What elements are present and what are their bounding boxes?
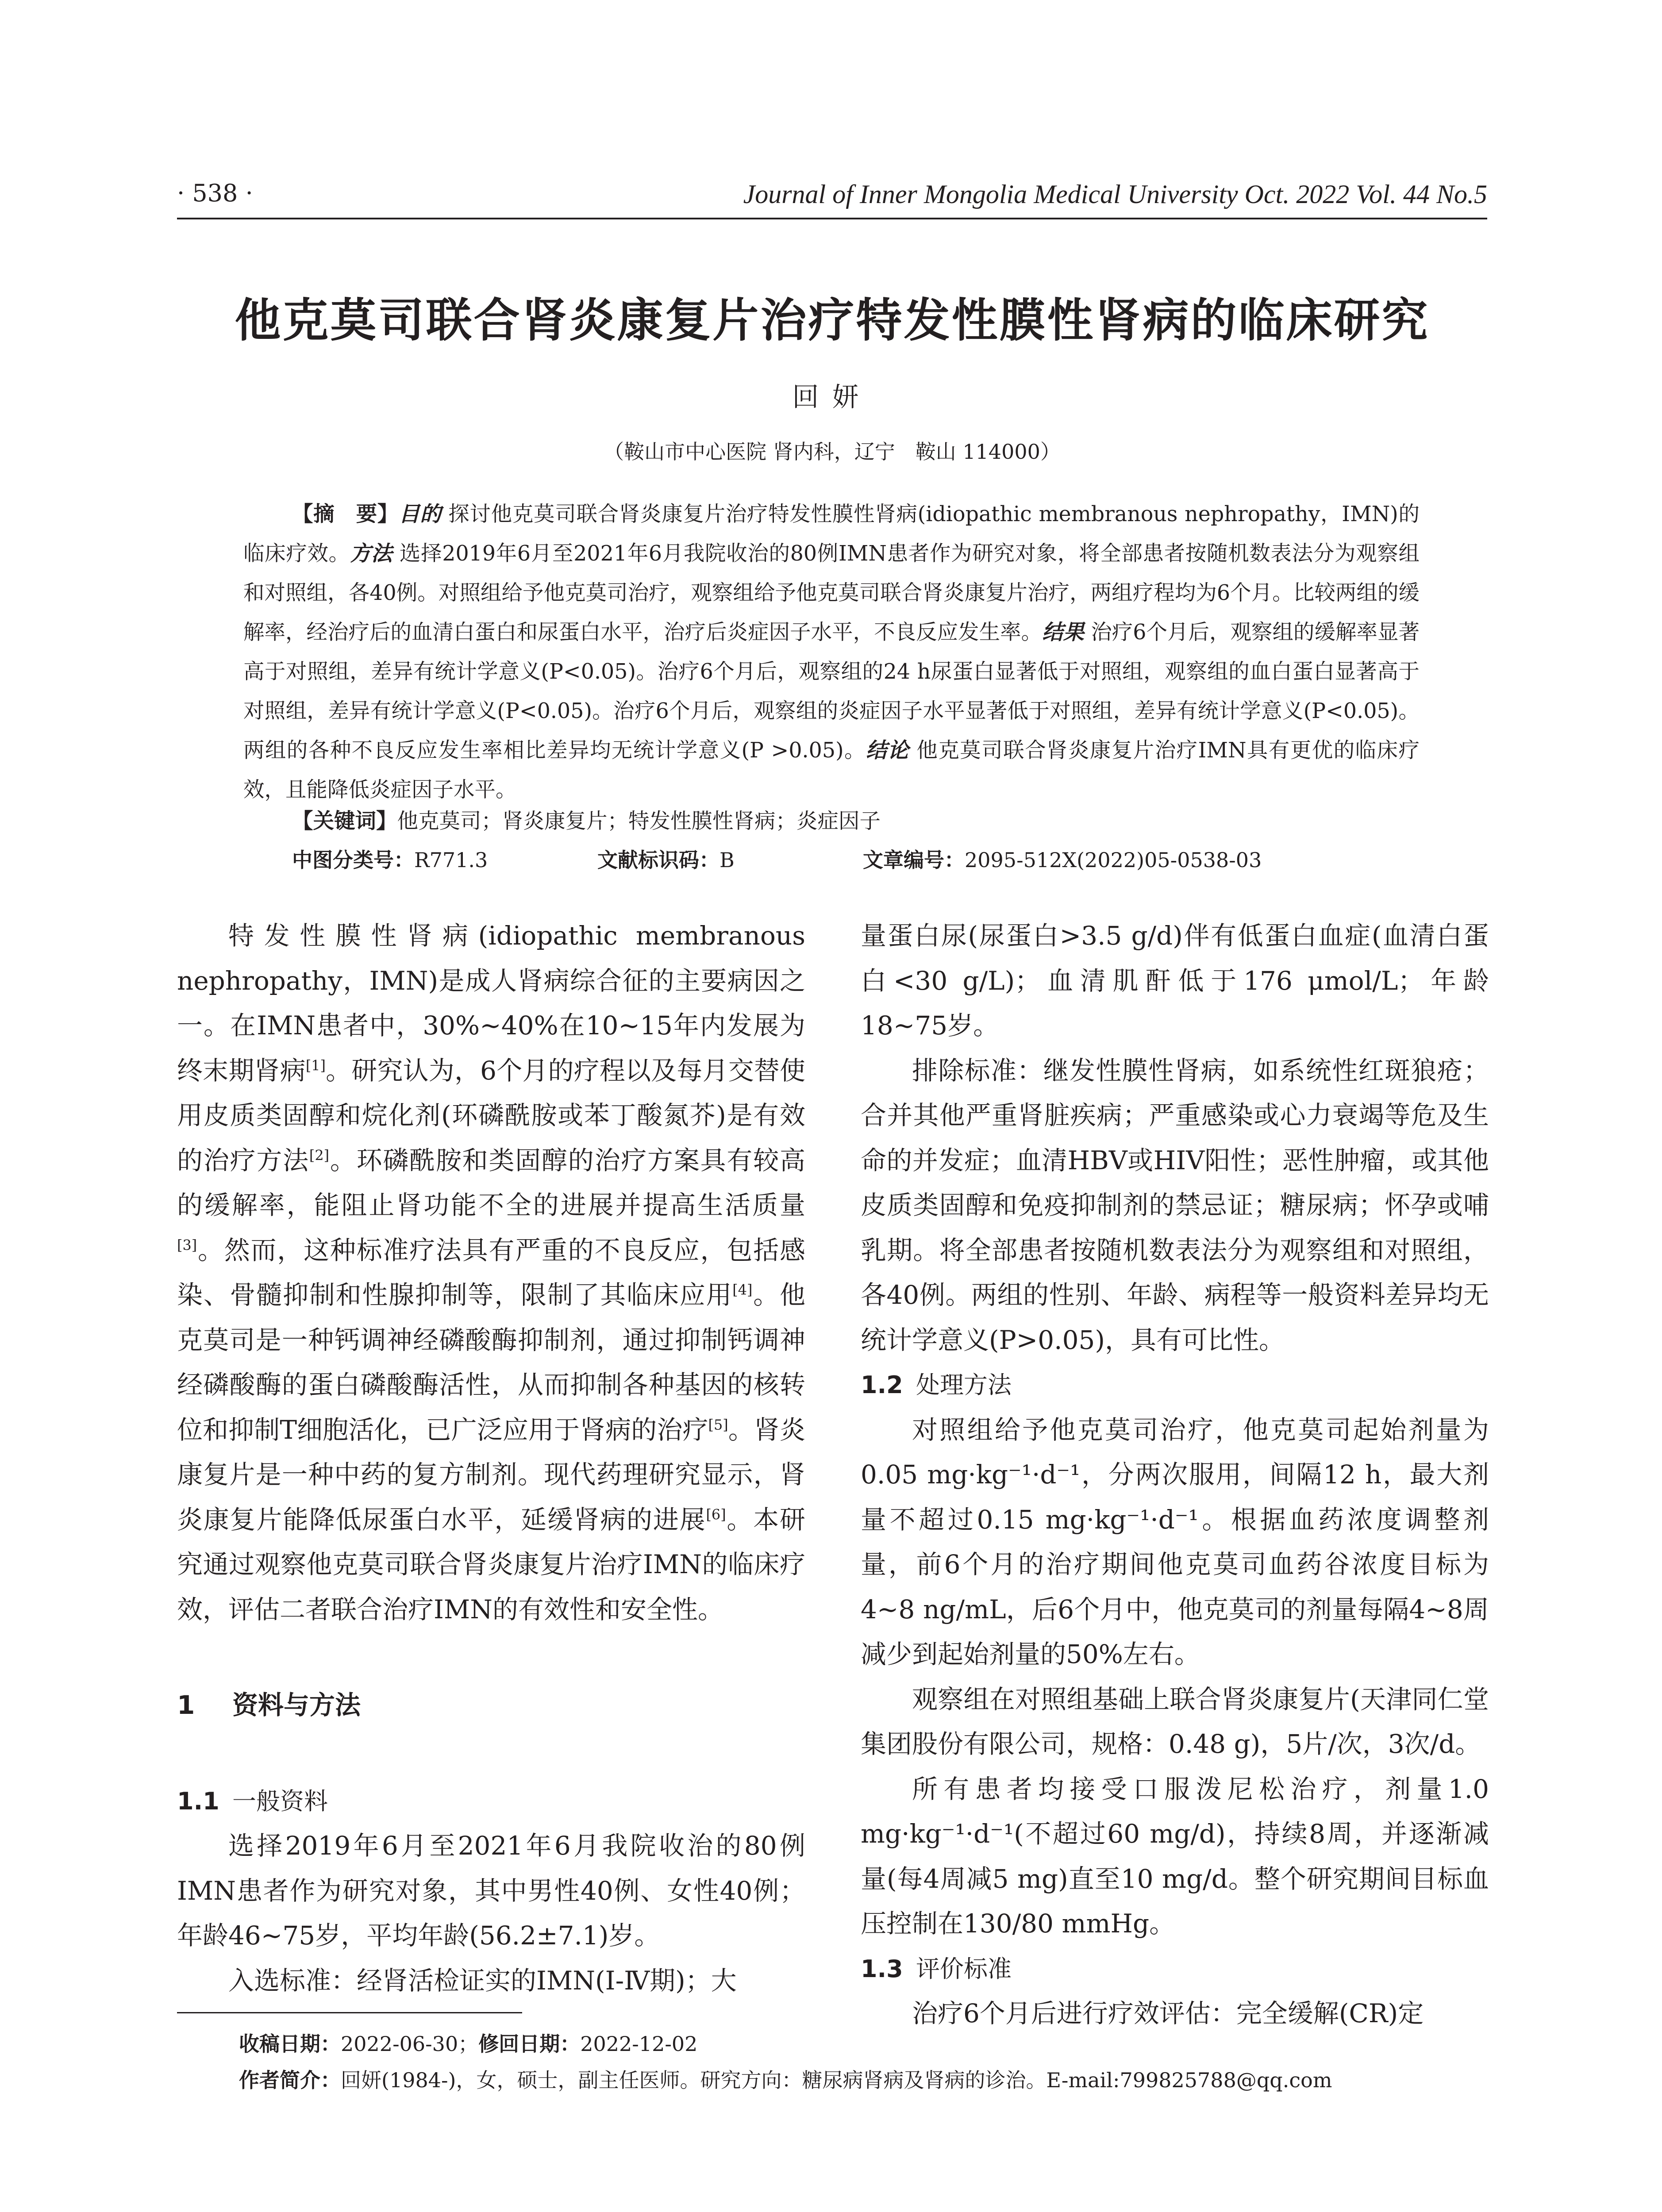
keywords xyxy=(292,802,1420,841)
intro-text-4: 。然而，这种标准疗法具有严重的不良反应，包括感染、骨髓抑制和性腺抑制等，限制了其临床应用 xyxy=(177,1235,805,1310)
abstract xyxy=(243,495,1420,810)
received-date: 2022-06-30； xyxy=(341,2032,479,2056)
citation-1: [1] xyxy=(305,1057,326,1074)
clc-value: R771.3 xyxy=(414,848,488,872)
treatment-paragraph-1: 对照组给予他克莫司治疗，他克莫司起始剂量为0.05 mg·kg⁻¹·d⁻¹，分两次服用，间隔12 h，最大剂量不超过0.15 mg·kg⁻¹·d⁻¹。根据血药浓度调整剂量，前6个月的治疗期间他克莫司血药谷浓度目标为4~8 ng/mL，后6个月中，他克莫司的剂量每隔4~8周减少到起始剂量的50%左右。 xyxy=(861,1414,1489,1669)
clc-label: 中图分类号： xyxy=(292,848,414,872)
citation-6: [6] xyxy=(706,1506,726,1523)
section-1-1-number: 1.1 xyxy=(177,1787,219,1815)
methods-text: 选择2019年6月至2021年6月我院收治的80例IMN患者作为研究对象，将全部患者按随机数表法分为观察组和对照组，各40例。对照组给予他克莫司治疗，观察组给予他克莫司联合肾炎康复片治疗，两组疗程均为6个月。比较两组的缓解率，经治疗后的血清白蛋白和尿蛋白水平，治疗后炎症因子水平，不良反应发生率。 xyxy=(243,541,1420,645)
section-1-3-number: 1.3 xyxy=(861,1955,903,1983)
intro-text-3: 。环磷酰胺和类固醇的治疗方案具有较高的缓解率，能阻止肾功能不全的进展并提高生活质量 xyxy=(177,1145,805,1220)
keywords-text: 他克莫司；肾炎康复片；特发性膜性肾病；炎症因子 xyxy=(397,809,881,833)
intro-text-1: 特发性膜性肾病(idiopathic membranous nephropathy，IMN)是成人肾病综合征的主要病因之一。在IMN患者中，30%~40%在10~15年内发展为终末期肾病 xyxy=(177,921,805,1086)
revised-date: 2022-12-02 xyxy=(580,2032,698,2056)
abstract-label: 【摘 要】 xyxy=(292,502,399,526)
inclusion-criteria-continued: 量蛋白尿(尿蛋白>3.5 g/d)伴有低蛋白血症(血清白蛋白<30 g/L)；血清肌酐低于176 μmol/L；年龄18~75岁。 xyxy=(861,921,1489,1041)
page-number: · 538 · xyxy=(177,179,253,207)
footnote-rule xyxy=(177,2012,522,2013)
footnote-author xyxy=(239,2062,1487,2098)
document-code xyxy=(597,841,735,880)
revised-label: 修回日期： xyxy=(478,2032,581,2056)
treatment-paragraph-3: 所有患者均接受口服泼尼松治疗，剂量1.0 mg·kg⁻¹·d⁻¹(不超过60 mg/d)，持续8周，并逐渐减量(每4周减5 mg)直至10 mg/d。整个研究期间目标血压控制在130/80 mmHg。 xyxy=(861,1774,1489,1939)
inclusion-criteria-paragraph: 入选标准：经肾活检证实的IMN(Ⅰ-Ⅳ期)；大 xyxy=(228,1965,737,1996)
abstract-paragraph xyxy=(243,495,1420,810)
right-column xyxy=(861,914,1489,2036)
header-rule xyxy=(177,218,1487,219)
intro-text-7: 。本研究通过观察他克莫司联合肾炎康复片治疗IMN的临床疗效，评估二者联合治疗IMN的有效性和安全性。 xyxy=(177,1504,805,1624)
intro-paragraph xyxy=(177,914,805,1632)
article-title: 他克莫司联合肾炎康复片治疗特发性膜性肾病的临床研究 xyxy=(235,293,1430,347)
treatment-paragraph-2: 观察组在对照组基础上联合肾炎康复片(天津同仁堂集团股份有限公司，规格：0.48 g)，5片/次，3次/d。 xyxy=(861,1684,1489,1759)
document-code-label: 文献标识码： xyxy=(597,848,719,872)
article-number-label: 文章编号： xyxy=(863,848,965,872)
section-1-1-title: 一般资料 xyxy=(232,1787,328,1815)
conclusion-text: 他克莫司联合肾炎康复片治疗IMN具有更优的临床疗效，且能降低炎症因子水平。 xyxy=(243,738,1420,802)
intro-text-6: 。肾炎康复片是一种中药的复方制剂。现代药理研究显示，肾炎康复片能降低尿蛋白水平，延缓肾病的进展 xyxy=(177,1414,805,1535)
citation-2: [2] xyxy=(309,1147,330,1164)
purpose-text: 探讨他克莫司联合肾炎康复片治疗特发性膜性肾病(idiopathic membranous nephropathy，IMN)的临床疗效。 xyxy=(243,502,1420,566)
section-1-number: 1 xyxy=(177,1690,195,1720)
section-1-3-title: 评价标准 xyxy=(916,1955,1012,1983)
section-1-2-title: 处理方法 xyxy=(916,1371,1012,1399)
exclusion-criteria-paragraph: 排除标准：继发性膜性肾病，如系统性红斑狼疮；合并其他严重肾脏疾病；严重感染或心力衰竭等危及生命的并发症；血清HBV或HIV阳性；恶性肿瘤，或其他皮质类固醇和免疫抑制剂的禁忌证；糖尿病；怀孕或哺乳期。将全部患者按随机数表法分为观察组和对照组，各40例。两组的性别、年龄、病程等一般资料差异均无统计学意义(P>0.05)，具有可比性。 xyxy=(861,1055,1489,1355)
author-bio-label: 作者简介： xyxy=(239,2068,341,2092)
section-1-2-number: 1.2 xyxy=(861,1371,903,1399)
section-1-2-heading xyxy=(861,1363,1489,1408)
document-code-value: B xyxy=(719,848,735,872)
footnote-dates xyxy=(239,2026,1487,2062)
received-label: 收稿日期： xyxy=(239,2032,341,2056)
author-bio-text: 回妍(1984-)，女，硕士，副主任医师。研究方向：糖尿病肾病及肾病的诊治。E-mail:799825788@qq.com xyxy=(341,2068,1332,2092)
author-name: 回妍 xyxy=(792,382,872,413)
article-number-value: 2095-512X(2022)05-0538-03 xyxy=(965,848,1262,872)
keywords-label: 【关键词】 xyxy=(292,809,397,833)
citation-4: [4] xyxy=(732,1281,753,1298)
clc-code xyxy=(292,841,488,880)
intro-text-5: 。他克莫司是一种钙调神经磷酸酶抑制剂，通过抑制钙调神经磷酸酶的蛋白磷酸酶活性，从而抑制各种基因的核转位和抑制T细胞活化，已广泛应用于肾病的治疗 xyxy=(177,1280,805,1445)
results-text: 治疗6个月后，观察组的缓解率显著高于对照组，差异有统计学意义(P<0.05)。治疗6个月后，观察组的24 h尿蛋白显著低于对照组，观察组的血白蛋白显著高于对照组，差异有统计学意义(P<0.05)。治疗6个月后，观察组的炎症因子水平显著低于对照组，差异有统计学意义(P<0.05)。两组的各种不良反应发生率相比差异均无统计学意义(P >0.05)。 xyxy=(243,620,1420,763)
methods-label: 方法 xyxy=(350,541,393,566)
journal-running-head: Journal of Inner Mongolia Medical University Oct. 2022 Vol. 44 No.5 xyxy=(743,180,1487,209)
left-column xyxy=(177,914,805,2003)
purpose-label: 目的 xyxy=(399,502,442,526)
section-1-1-heading xyxy=(177,1779,805,1824)
general-info-paragraph: 选择2019年6月至2021年6月我院收治的80例IMN患者作为研究对象，其中男性40例、女性40例；年龄46~75岁，平均年龄(56.2±7.1)岁。 xyxy=(177,1831,805,1951)
section-1-3-heading xyxy=(861,1947,1489,1992)
citation-3: [3] xyxy=(177,1237,197,1254)
evaluation-paragraph: 治疗6个月后进行疗效评估：完全缓解(CR)定 xyxy=(912,1998,1424,2028)
section-1-heading xyxy=(177,1683,805,1728)
article-number xyxy=(863,841,1262,880)
author-affiliation: （鞍山市中心医院 肾内科，辽宁 鞍山 114000） xyxy=(604,440,1061,464)
conclusion-label: 结论 xyxy=(866,738,909,763)
citation-5: [5] xyxy=(708,1416,728,1433)
intro-text-2: 。研究认为，6个月的疗程以及每月交替使用皮质类固醇和烷化剂(环磷酰胺或苯丁酸氮芥)是有效的治疗方法 xyxy=(177,1055,805,1175)
results-label: 结果 xyxy=(1042,620,1085,645)
section-1-title: 资料与方法 xyxy=(232,1690,361,1720)
